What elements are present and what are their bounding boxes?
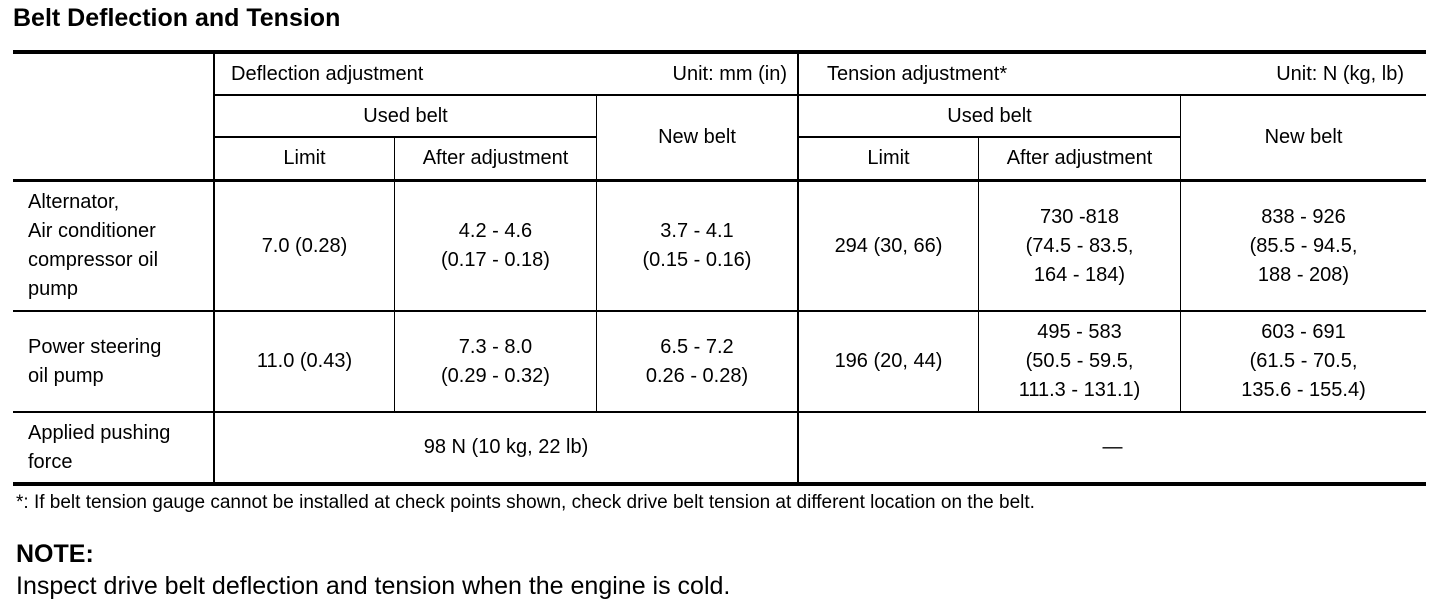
row-label-power-steering: Power steering oil pump [28,335,162,387]
tension-unit: Unit: N (kg, lb) [1276,62,1404,85]
note-heading: NOTE: [16,540,94,568]
belt-spec-table [13,50,1426,486]
table-cell: 7.0 (0.28) [261,234,348,257]
table-cell: 3.7 - 4.1 (0.15 - 0.16) [642,220,752,271]
pushing-force-tension-value: — [1102,436,1123,458]
table-cell: 294 (30, 66) [834,234,943,257]
pushing-force-deflection-value: 98 N (10 kg, 22 lb) [423,436,589,458]
row-label-pushing-force: Applied pushing force [28,421,171,473]
deflection-new-belt-header: New belt [658,126,736,148]
table-cell: 4.2 - 4.6 (0.17 - 0.18) [441,220,550,271]
table-cell: 495 - 583 (50.5 - 59.5, 111.3 - 131.1) [1018,321,1141,401]
table-cell: 838 - 926 (85.5 - 94.5, 188 - 208) [1249,205,1358,286]
table-cell: 6.5 - 7.2 0.26 - 0.28) [645,335,749,387]
tension-after-header: After adjustment [1006,147,1153,169]
deflection-after-header: After adjustment [422,147,569,169]
tension-header-label: Tension adjustment* [827,62,1008,85]
page-title: Belt Deflection and Tension [13,4,341,32]
tension-new-belt-header: New belt [1264,126,1343,148]
row-label-alternator: Alternator, Air conditioner compressor oil pump [28,191,159,300]
table-cell: 730 -818 (74.5 - 83.5, 164 - 184) [1025,205,1134,286]
note-text: Inspect drive belt deflection and tension when the engine is cold. [16,572,731,600]
tension-limit-header: Limit [867,147,910,169]
tension-header [799,54,1426,94]
deflection-limit-header: Limit [283,147,326,169]
table-bottom-rule [13,482,1426,486]
deflection-header [215,54,797,94]
table-cell: 7.3 - 8.0 (0.29 - 0.32) [441,335,550,387]
footnote: *: If belt tension gauge cannot be installed at check points shown, check drive belt tension at different location on the belt. [16,492,1035,513]
tension-used-belt-header: Used belt [947,104,1032,127]
deflection-used-belt-header: Used belt [363,104,448,127]
deflection-header-label: Deflection adjustment [231,62,424,85]
deflection-unit: Unit: mm (in) [672,62,787,85]
table-cell: 603 - 691 (61.5 - 70.5, 135.6 - 155.4) [1241,321,1366,401]
table-cell: 11.0 (0.43) [256,350,353,372]
table-cell: 196 (20, 44) [834,350,943,372]
